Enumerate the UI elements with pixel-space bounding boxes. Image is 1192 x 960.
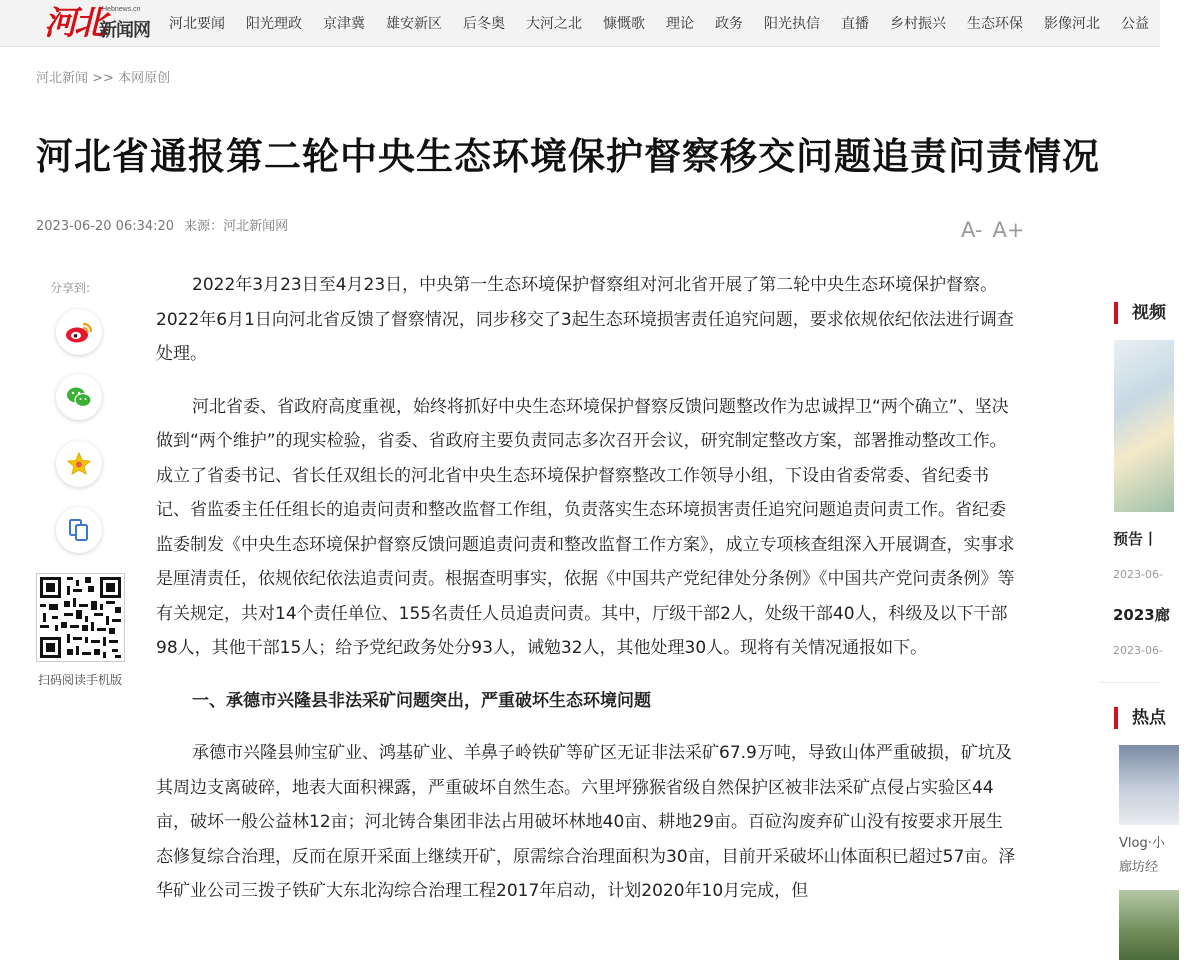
qr-code-label: 扫码阅读手机版 xyxy=(38,673,123,687)
rail-news-thumbnail[interactable] xyxy=(1119,745,1179,825)
nav-item[interactable]: 阳光执信 xyxy=(764,16,820,32)
article-body xyxy=(156,268,1018,927)
nav-item[interactable]: 影像河北 xyxy=(1044,16,1100,32)
nav-item[interactable]: 生态环保 xyxy=(967,16,1023,32)
breadcrumb-separator: >> xyxy=(88,71,119,86)
nav-item[interactable]: 阳光理政 xyxy=(246,16,302,32)
article-paragraph: 河北省委、省政府高度重视，始终将抓好中央生态环境保护督察反馈问题整改作为忠诚捍卫“两个确立”、坚决做到“两个维护”的现实检验，省委、省政府主要负责同志多次召开会议，研究制定整改方案，部署推动整改工作。成立了省委书记、省长任双组长的河北省中央生态环境保护督察整改工作领导小组，下设由省委常委、省纪委书记、省监委主任任组长的追责问责和整改监督工作组，负责落实生态环境损害责任追究问题追责问责工作。省纪委监委制发《中央生态环境保护督察反馈问题追责问责和整改监督工作方案》，成立专项核查组深入开展调查，实事求是厘清责任，依规依纪依法追责问责。根据查明事实，依据《中国共产党纪律处分条例》《中国共产党问责条例》等有关规定，共对14个责任单位、155名责任人员追责问责。其中，厅级干部2人，处级干部40人，科级及以下干部98人，其他干部15人；给予党纪政务处分93人，诫勉32人，其他处理30人。现将有关情况通报如下。 xyxy=(156,396,1015,658)
share-wechat-button[interactable] xyxy=(56,374,102,420)
font-size-controls xyxy=(961,218,1034,242)
breadcrumb-home-link[interactable]: 河北新闻 xyxy=(36,71,89,86)
right-rail xyxy=(1100,270,1170,955)
nav-item[interactable]: 后冬奥 xyxy=(463,16,505,32)
share-label: 分享到: xyxy=(50,281,91,295)
article-section-heading: 一、承德市兴隆县非法采矿问题突出，严重破坏生态环境问题 xyxy=(192,690,651,711)
rail-item-title[interactable]: Vlog·小 xyxy=(1119,836,1165,851)
rail-item-title[interactable]: 2023廊 xyxy=(1113,606,1170,624)
rail-section-heading: 视频 xyxy=(1114,302,1192,324)
nav-item[interactable]: 京津冀 xyxy=(323,16,365,32)
nav-item[interactable]: 大河之北 xyxy=(526,16,582,32)
site-logo[interactable] xyxy=(44,3,156,43)
rail-video-thumbnail[interactable] xyxy=(1114,340,1174,512)
rail-divider xyxy=(1100,682,1160,683)
rail-news-thumbnail[interactable] xyxy=(1119,890,1179,960)
nav-item[interactable]: 直播 xyxy=(841,16,869,32)
font-smaller-button[interactable]: A- xyxy=(961,218,983,242)
logo-handwriting: 河北 xyxy=(44,3,104,42)
share-copy-button[interactable] xyxy=(56,507,102,553)
nav-item[interactable]: 河北要闻 xyxy=(169,16,225,32)
rail-item-subtitle: 廊坊经 xyxy=(1119,860,1159,875)
publish-datetime: 2023-06-20 06:34:20 xyxy=(36,219,175,234)
top-nav-bar xyxy=(0,0,1160,47)
wechat-icon xyxy=(65,385,93,409)
favorite-icon xyxy=(66,451,92,477)
font-larger-button[interactable]: A+ xyxy=(992,218,1025,242)
logo-site-name: 新闻网 xyxy=(99,20,150,41)
weibo-icon xyxy=(64,320,94,344)
article-paragraph: 承德市兴隆县帅宝矿业、鸿基矿业、羊鼻子岭铁矿等矿区无证非法采矿67.9万吨，导致山体严重破损，矿坑及其周边支离破碎，地表大面积裸露，严重破坏自然生态。六里坪猕猴省级自然保护区被非法采矿点侵占实验区44亩，破坏一般公益林12亩；河北铸合集团非法占用破坏林地40亩、耕地29亩。百砬沟废弃矿山没有按要求开展生态修复综合治理，反而在原开采面上继续开矿，原需综合治理面积为30亩，目前开采破坏山体面积已超过57亩。泽华矿业公司三拨子铁矿大东北沟综合治理工程2017年启动，计划2020年10月完成，但 xyxy=(156,743,1016,901)
rail-section-heading: 热点 xyxy=(1114,707,1192,729)
share-weibo-button[interactable] xyxy=(56,309,102,355)
logo-site-url: Hebnews.cn xyxy=(102,6,141,13)
main-nav xyxy=(169,0,1170,46)
article-meta xyxy=(36,215,288,234)
rail-item-title[interactable]: 预告丨 xyxy=(1113,530,1159,548)
nav-item[interactable]: 政务 xyxy=(715,16,743,32)
rail-item-date: 2023-06- xyxy=(1113,644,1163,657)
nav-item[interactable]: 理论 xyxy=(666,16,694,32)
breadcrumb-section-link[interactable]: 本网原创 xyxy=(118,71,171,86)
rail-item-date: 2023-06- xyxy=(1113,568,1163,581)
share-favorite-button[interactable] xyxy=(56,441,102,487)
article-source: 来源：河北新闻网 xyxy=(184,219,289,234)
nav-item[interactable]: 慷慨歌 xyxy=(603,16,645,32)
copy-icon xyxy=(67,517,91,543)
article-paragraph: 2022年3月23日至4月23日，中央第一生态环境保护督察组对河北省开展了第二轮中央生态环境保护督察。2022年6月1日向河北省反馈了督察情况，同步移交了3起生态环境损害责任追究问题，要求依规依纪依法进行调查处理。 xyxy=(156,275,1014,364)
page-title: 河北省通报第二轮中央生态环境保护督察移交问题追责问责情况 xyxy=(36,135,1100,178)
nav-item[interactable]: 公益 xyxy=(1121,16,1149,32)
breadcrumb xyxy=(36,67,170,86)
qr-code-image xyxy=(36,573,125,662)
nav-item[interactable]: 乡村振兴 xyxy=(890,16,946,32)
nav-item[interactable]: 雄安新区 xyxy=(386,16,442,32)
